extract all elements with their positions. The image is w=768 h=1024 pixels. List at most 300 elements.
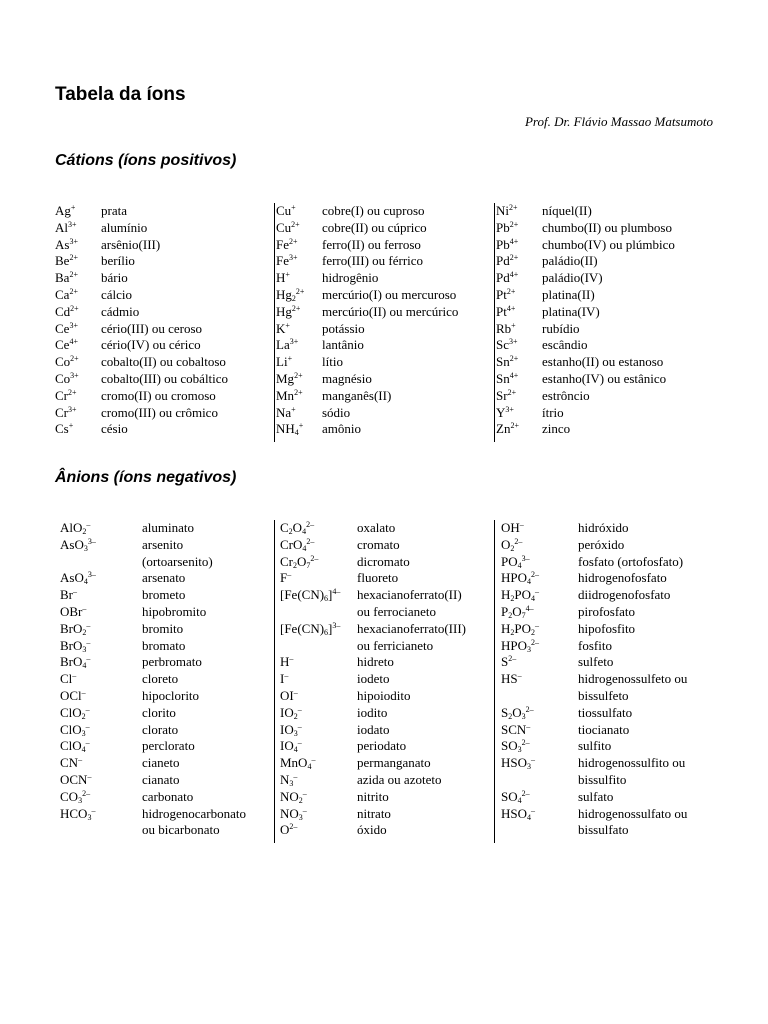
ion-formula: $Sr^{2+}$ xyxy=(496,387,517,403)
ion-name: prata xyxy=(101,203,127,218)
ion-formula: $Pt^{2+}$ xyxy=(496,286,516,302)
cation-row xyxy=(495,354,725,371)
cation-row xyxy=(495,220,725,237)
ion-name: hidróxido xyxy=(578,520,629,535)
ion-name: hidrogenossulfito ou xyxy=(578,755,686,771)
anion-row xyxy=(495,638,725,655)
ion-formula: $O_2^{2-}$ xyxy=(501,536,523,553)
anion-row xyxy=(495,604,725,621)
anion-row xyxy=(60,688,278,705)
ion-formula: $Mn^{2+}$ xyxy=(276,387,303,403)
ion-formula: $Sc^{3+}$ xyxy=(496,337,518,353)
anion-row xyxy=(495,806,725,823)
ion-name: hipofosfito xyxy=(578,620,636,636)
ion-name: hipobromito xyxy=(142,603,207,619)
anion-row xyxy=(495,671,725,688)
cation-row xyxy=(275,421,495,438)
cation-row xyxy=(495,337,725,354)
ion-formula: $C_2O_4^{2-}$ xyxy=(280,520,315,536)
anion-row xyxy=(60,621,278,638)
ion-name: rubídio xyxy=(542,320,580,336)
ion-formula: ClO$_2$– xyxy=(60,704,90,721)
ion-formula: Cs+ xyxy=(55,421,74,437)
ion-name: ou bicarbonato xyxy=(142,822,220,838)
anion-row xyxy=(495,705,725,722)
anion-row xyxy=(60,554,278,571)
ion-name: dicromato xyxy=(357,553,410,569)
ion-name: iodato xyxy=(357,721,390,737)
anion-row xyxy=(495,738,725,755)
page-title: Tabela da íons xyxy=(55,84,186,105)
anion-row xyxy=(275,520,495,537)
ion-formula: $Cr_2O_7^{2-}$ xyxy=(280,553,319,570)
ion-formula: $Sn^{4+}$ xyxy=(496,370,519,386)
anion-row xyxy=(60,722,278,739)
ion-name: paládio(IV) xyxy=(542,270,603,286)
anion-row xyxy=(275,537,495,554)
anion-column xyxy=(274,520,495,843)
cation-row xyxy=(275,321,495,338)
ion-formula: K+ xyxy=(276,320,290,336)
cation-row xyxy=(275,237,495,254)
anion-row xyxy=(275,587,495,604)
ion-formula: OBr– xyxy=(60,603,87,619)
cation-row xyxy=(55,220,275,237)
anion-row xyxy=(495,822,725,839)
ion-formula: H– xyxy=(280,654,294,670)
ion-formula: Rb+ xyxy=(496,320,516,336)
anion-row xyxy=(60,822,278,839)
anion-row xyxy=(275,621,495,638)
ion-name: ítrio xyxy=(542,404,564,420)
ion-formula: I– xyxy=(280,671,289,687)
ion-name: hidrogenossulfato ou xyxy=(578,805,688,821)
ion-name: mercúrio(II) ou mercúrico xyxy=(322,303,459,319)
ion-formula: $IO_2^-$ xyxy=(280,704,302,721)
ion-formula: ClO$_3$– xyxy=(60,721,90,738)
ion-formula: F– xyxy=(280,570,292,586)
anion-row xyxy=(60,738,278,755)
cation-row xyxy=(55,337,275,354)
ion-name: (ortoarsenito) xyxy=(142,553,213,569)
ion-formula: $Cd^{2+}$ xyxy=(55,303,79,319)
ion-formula: BrO$_2$– xyxy=(60,620,91,637)
ion-name: berílio xyxy=(101,253,135,269)
ion-name: arsenito xyxy=(142,536,184,552)
ion-formula: $Fe^{3+}$ xyxy=(276,253,298,269)
ion-name: cobre(II) ou cúprico xyxy=(322,219,427,235)
ion-formula: AlO$_2$– xyxy=(60,520,91,536)
ion-formula: $HPO_3^{2-}$ xyxy=(501,637,540,654)
ion-name: ferro(II) ou ferroso xyxy=(322,236,421,252)
ion-formula: $HPO_4^{2-}$ xyxy=(501,570,540,587)
ion-name: cromato xyxy=(357,536,400,552)
ion-formula: $Cu^{2+}$ xyxy=(276,219,300,235)
ion-formula: $HCO_3^-$ xyxy=(60,805,96,822)
ion-formula: $N_3^-$ xyxy=(280,771,298,788)
ion-name: cromo(II) ou cromoso xyxy=(101,387,216,403)
ion-formula: $P_2O_7^{4-}$ xyxy=(501,603,534,620)
ion-name: cianato xyxy=(142,771,180,787)
ion-formula: $Hg^{2+}$ xyxy=(276,303,301,319)
anion-row xyxy=(495,688,725,705)
ion-formula: Ag+ xyxy=(55,203,76,218)
anion-row xyxy=(495,537,725,554)
anion-row xyxy=(60,604,278,621)
ion-formula: $Ni^{2+}$ xyxy=(496,203,518,218)
ion-formula: AsO$_4^{3-}$ xyxy=(60,570,96,587)
cation-row xyxy=(275,253,495,270)
ion-name: cromo(III) ou crômico xyxy=(101,404,218,420)
ion-name: aluminato xyxy=(142,520,194,535)
ion-name: ou ferrocianeto xyxy=(357,603,437,619)
ion-name: alumínio xyxy=(101,219,148,235)
ion-formula: OH– xyxy=(501,520,524,535)
ion-formula: OI– xyxy=(280,687,298,703)
ion-name: pirofosfato xyxy=(578,603,636,619)
ion-name: hexacianoferrato(II) xyxy=(357,587,462,603)
ion-formula: $Pd^{4+}$ xyxy=(496,270,519,286)
ion-name: cianeto xyxy=(142,755,180,771)
ion-name: iodeto xyxy=(357,671,390,687)
ion-formula: BrO$_4$– xyxy=(60,654,91,671)
ion-name: hipoclorito xyxy=(142,687,200,703)
cation-row xyxy=(55,388,275,405)
anion-row xyxy=(60,806,278,823)
anion-row xyxy=(495,789,725,806)
ion-formula: $H_2PO_4^-$ xyxy=(501,587,540,604)
anion-row xyxy=(275,570,495,587)
anion-row xyxy=(60,638,278,655)
ion-name: magnésio xyxy=(322,370,372,386)
cation-row xyxy=(275,287,495,304)
ion-name: perbromato xyxy=(142,654,202,670)
anion-row xyxy=(60,520,278,537)
ion-name: perclorato xyxy=(142,738,195,754)
ion-name: césio xyxy=(101,421,128,437)
ion-formula: $NO_2^-$ xyxy=(280,788,307,805)
cation-row xyxy=(55,304,275,321)
cation-row xyxy=(55,253,275,270)
cation-row xyxy=(495,321,725,338)
anion-row xyxy=(495,554,725,571)
ion-name: sódio xyxy=(322,404,351,420)
cation-column xyxy=(55,203,275,442)
ion-name: bissulfeto xyxy=(578,687,629,703)
anion-row xyxy=(60,705,278,722)
ion-name: chumbo(IV) ou plúmbico xyxy=(542,236,675,252)
ion-formula: $S^{2-}$ xyxy=(501,654,517,670)
ion-name: escândio xyxy=(542,337,588,353)
cation-row xyxy=(495,405,725,422)
cation-row xyxy=(55,203,275,220)
ion-formula: $As^{3+}$ xyxy=(55,236,78,252)
ion-formula: AsO$_3^{3-}$ xyxy=(60,536,96,553)
ion-name: cobre(I) ou cuproso xyxy=(322,203,425,218)
ion-formula: $H_2PO_2^-$ xyxy=(501,620,540,637)
ion-formula: $Cr^{3+}$ xyxy=(55,404,77,420)
ion-name: bissulfato xyxy=(578,822,629,838)
ion-name: nitrito xyxy=(357,788,389,804)
cation-row xyxy=(495,237,725,254)
ion-formula: OCN– xyxy=(60,771,92,787)
ion-formula: BrO$_3$– xyxy=(60,637,91,654)
ion-formula: $Cr^{2+}$ xyxy=(55,387,77,403)
cation-row xyxy=(495,421,725,438)
cation-row xyxy=(275,270,495,287)
ion-formula: $Ca^{2+}$ xyxy=(55,286,78,302)
ion-formula: MnO$_4$– xyxy=(280,755,316,772)
cation-row xyxy=(495,371,725,388)
ion-formula: $Y^{3+}$ xyxy=(496,404,514,420)
cation-row xyxy=(495,270,725,287)
ion-name: hipoiodito xyxy=(357,687,411,703)
anion-row xyxy=(275,688,495,705)
ion-formula: $[Fe(CN)_6]^{3-}$ xyxy=(280,620,341,637)
ion-name: hidrogênio xyxy=(322,270,379,286)
ion-name: sulfito xyxy=(578,738,612,754)
ion-formula: H+ xyxy=(276,270,290,286)
cation-row xyxy=(275,337,495,354)
ion-name: hexacianoferrato(III) xyxy=(357,620,466,636)
cation-row xyxy=(55,237,275,254)
ion-name: ferro(III) ou férrico xyxy=(322,253,424,269)
ion-formula: $NH_4^+$ xyxy=(276,421,304,438)
ion-name: cádmio xyxy=(101,303,140,319)
anion-row xyxy=(275,755,495,772)
ion-formula: $SO_3^{2-}$ xyxy=(501,738,530,755)
ion-name: fluoreto xyxy=(357,570,399,586)
ion-formula: $Pb^{2+}$ xyxy=(496,219,519,235)
ion-formula: $Fe^{2+}$ xyxy=(276,236,298,252)
ion-name: hidrogenocarbonato xyxy=(142,805,246,821)
anion-row xyxy=(495,587,725,604)
ion-formula: $IO_3^-$ xyxy=(280,721,302,738)
anion-row xyxy=(495,654,725,671)
ion-name: estanho(II) ou estanoso xyxy=(542,354,664,370)
ion-name: bário xyxy=(101,270,128,286)
ion-formula: $Mg^{2+}$ xyxy=(276,370,303,386)
ion-name: cloreto xyxy=(142,671,179,687)
ion-formula: $Be^{2+}$ xyxy=(55,253,78,269)
ion-name: ou ferricianeto xyxy=(357,637,434,653)
ion-name: arsenato xyxy=(142,570,186,586)
ion-name: carbonato xyxy=(142,788,194,804)
ion-formula: $Al^{3+}$ xyxy=(55,219,77,235)
anion-row xyxy=(495,722,725,739)
ion-name: zinco xyxy=(542,421,571,437)
ion-name: potássio xyxy=(322,320,365,336)
cation-column xyxy=(494,203,725,442)
ion-formula: $Zn^{2+}$ xyxy=(496,421,519,437)
ion-formula: $SO_4^{2-}$ xyxy=(501,788,530,805)
anion-row xyxy=(275,638,495,655)
ion-formula: $O^{2-}$ xyxy=(280,822,298,838)
ion-name: cério(III) ou ceroso xyxy=(101,320,203,336)
anion-column xyxy=(494,520,725,843)
ion-name: níquel(II) xyxy=(542,203,592,218)
anion-row xyxy=(275,705,495,722)
ion-name: clorito xyxy=(142,704,176,720)
ion-name: brometo xyxy=(142,587,186,603)
ion-name: arsênio(III) xyxy=(101,236,161,252)
ion-formula: $Ce^{4+}$ xyxy=(55,337,78,353)
ion-formula: $Pt^{4+}$ xyxy=(496,303,516,319)
cations-heading: Cátions (íons positivos) xyxy=(55,152,237,169)
anion-row xyxy=(60,587,278,604)
ion-name: clorato xyxy=(142,721,179,737)
ion-formula: Cl– xyxy=(60,671,77,687)
ion-formula: $S_2O_3^{2-}$ xyxy=(501,704,534,721)
ion-name: estanho(IV) ou estânico xyxy=(542,370,667,386)
anion-row xyxy=(60,671,278,688)
ion-name: paládio(II) xyxy=(542,253,598,269)
ion-formula: Li+ xyxy=(276,354,293,370)
ion-name: cobalto(III) ou cobáltico xyxy=(101,370,229,386)
anion-row xyxy=(275,822,495,839)
anion-row xyxy=(275,654,495,671)
ion-formula: $Co^{2+}$ xyxy=(55,354,79,370)
cation-row xyxy=(275,304,495,321)
cation-row xyxy=(495,253,725,270)
ion-name: mercúrio(I) ou mercuroso xyxy=(322,286,457,302)
anion-row xyxy=(275,789,495,806)
anion-row xyxy=(60,772,278,789)
ion-name: chumbo(II) ou plumboso xyxy=(542,219,672,235)
anion-row xyxy=(275,806,495,823)
anion-row xyxy=(60,789,278,806)
ion-name: fosfato (ortofosfato) xyxy=(578,553,684,569)
ion-formula: $CO_3^{2-}$ xyxy=(60,788,91,805)
author-line: Prof. Dr. Flávio Massao Matsumoto xyxy=(524,114,713,129)
ion-name: bissulfito xyxy=(578,771,627,787)
ion-formula: Na+ xyxy=(276,404,296,420)
anion-row xyxy=(60,654,278,671)
ion-name: oxalato xyxy=(357,520,396,535)
ion-name: nitrato xyxy=(357,805,391,821)
ion-name: cobalto(II) ou cobaltoso xyxy=(101,354,226,370)
ion-name: periodato xyxy=(357,738,407,754)
cation-row xyxy=(55,321,275,338)
ion-name: diidrogenofosfato xyxy=(578,587,671,603)
ion-formula: HS– xyxy=(501,671,522,687)
ion-name: permanganato xyxy=(357,755,431,771)
ion-name: peróxido xyxy=(578,536,625,552)
ion-name: bromito xyxy=(142,620,184,636)
anion-row xyxy=(275,604,495,621)
cation-row xyxy=(55,354,275,371)
anion-row xyxy=(275,554,495,571)
cation-row xyxy=(55,421,275,438)
ion-formula: $Co^{3+}$ xyxy=(55,370,79,386)
ion-name: cério(IV) ou cérico xyxy=(101,337,201,353)
ion-formula: $IO_4^-$ xyxy=(280,738,302,755)
ion-formula: OCl– xyxy=(60,687,86,703)
ion-name: iodito xyxy=(357,704,388,720)
ion-formula: $Sn^{2+}$ xyxy=(496,354,519,370)
ion-formula: CrO$_4^{2-}$ xyxy=(280,536,315,553)
ion-formula: ClO$_4$– xyxy=(60,738,90,755)
cation-row xyxy=(495,203,725,220)
ion-name: fosfito xyxy=(578,637,612,653)
ion-formula: $HSO_4^-$ xyxy=(501,805,536,822)
ion-name: sulfeto xyxy=(578,654,614,670)
cation-row xyxy=(275,220,495,237)
anion-row xyxy=(60,755,278,772)
ion-name: tiossulfato xyxy=(578,704,633,720)
ion-name: hidrogenofosfato xyxy=(578,570,667,586)
anion-row xyxy=(275,722,495,739)
ion-name: manganês(II) xyxy=(322,387,392,403)
anion-column xyxy=(60,520,278,843)
ion-formula: $Ce^{3+}$ xyxy=(55,320,78,336)
ion-formula: $HSO_3^-$ xyxy=(501,755,536,772)
anion-row xyxy=(495,520,725,537)
ion-formula: SCN– xyxy=(501,721,531,737)
ion-name: sulfato xyxy=(578,788,614,804)
cation-row xyxy=(275,203,495,220)
ion-name: estrôncio xyxy=(542,387,590,403)
anion-row xyxy=(495,772,725,789)
cation-row xyxy=(55,371,275,388)
cation-row xyxy=(275,371,495,388)
cation-row xyxy=(55,405,275,422)
cation-row xyxy=(55,270,275,287)
ion-name: platina(II) xyxy=(542,286,595,302)
ion-formula: $NO_3^-$ xyxy=(280,805,307,822)
ion-formula: $PO_4^{3-}$ xyxy=(501,553,530,570)
anion-row xyxy=(275,738,495,755)
ion-name: tiocianato xyxy=(578,721,630,737)
ion-formula: $La^{3+}$ xyxy=(276,337,299,353)
ion-name: bromato xyxy=(142,637,186,653)
anion-row xyxy=(60,570,278,587)
ion-name: óxido xyxy=(357,822,387,838)
ion-name: hidrogenossulfeto ou xyxy=(578,671,688,687)
ion-name: azida ou azoteto xyxy=(357,771,442,787)
anions-heading: Ânions (íons negativos) xyxy=(55,469,237,486)
cation-row xyxy=(495,304,725,321)
anion-row xyxy=(275,772,495,789)
ion-formula: $Hg_2^{2+}$ xyxy=(276,286,305,303)
cation-column xyxy=(274,203,495,442)
anion-row xyxy=(495,621,725,638)
anion-row xyxy=(275,671,495,688)
ion-name: lantânio xyxy=(322,337,364,353)
ion-name: hidreto xyxy=(357,654,394,670)
cation-row xyxy=(275,354,495,371)
ion-name: platina(IV) xyxy=(542,303,600,319)
cation-row xyxy=(495,388,725,405)
ion-formula: Cu+ xyxy=(276,203,296,218)
ion-formula: $Pd^{2+}$ xyxy=(496,253,519,269)
anion-row xyxy=(60,537,278,554)
ion-name: lítio xyxy=(322,354,343,370)
cation-row xyxy=(275,388,495,405)
ion-formula: CN– xyxy=(60,755,83,771)
ion-formula: $Ba^{2+}$ xyxy=(55,270,78,286)
ion-name: amônio xyxy=(322,421,361,437)
ion-name: cálcio xyxy=(101,286,133,302)
anion-row xyxy=(495,755,725,772)
ion-formula: Br– xyxy=(60,587,77,603)
ion-formula: $[Fe(CN)_6]^{4-}$ xyxy=(280,587,341,604)
anion-row xyxy=(495,570,725,587)
ion-formula: $Pb^{4+}$ xyxy=(496,236,519,252)
cation-row xyxy=(275,405,495,422)
cation-row xyxy=(495,287,725,304)
cation-row xyxy=(55,287,275,304)
